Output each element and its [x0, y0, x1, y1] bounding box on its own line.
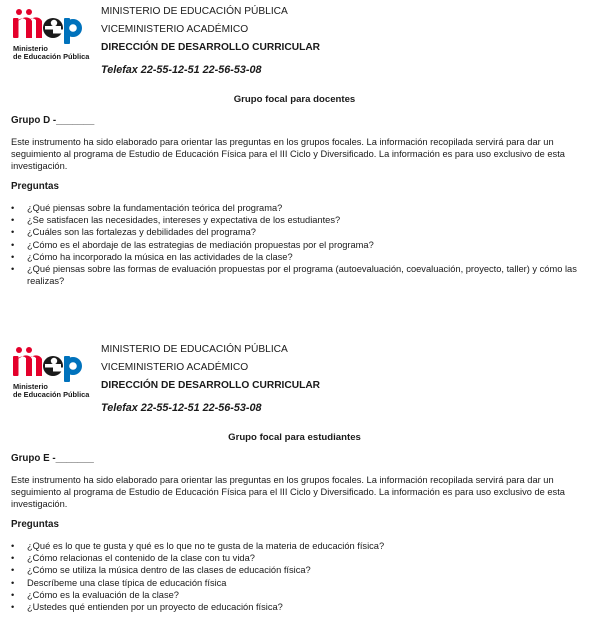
header-telefax: Telefax 22-55-12-51 22-56-53-08 [101, 64, 262, 76]
header-vice-ministry: VICEMINISTERIO ACADÉMICO [101, 362, 249, 373]
question-item: • ¿Cómo es el abordaje de las estrategias de mediación propuestas por el programa? [11, 239, 577, 251]
header-direction: DIRECCIÓN DE DESARROLLO CURRICULAR [101, 42, 321, 53]
question-item: • ¿Qué piensas sobre la fundamentación teórica del programa? [11, 202, 577, 214]
header-telefax: Telefax 22-55-12-51 22-56-53-08 [101, 402, 262, 414]
logo-subtitle-line1: Ministerio [13, 382, 48, 391]
question-item: • ¿Cómo relacionas el contenido de la clase con tu vida? [11, 552, 577, 564]
questions-list [11, 540, 577, 613]
group-label: Grupo E -_______ [11, 453, 94, 464]
mep-logo [11, 8, 90, 64]
header-vice-ministry: VICEMINISTERIO ACADÉMICO [101, 24, 249, 35]
question-item: • ¿Cómo se utiliza la música dentro de las clases de educación física? [11, 564, 577, 576]
section-title: Grupo focal para docentes [233, 94, 356, 105]
logo-subtitle [13, 45, 89, 61]
logo-subtitle [13, 383, 89, 399]
question-item: • ¿Cómo es la evaluación de la clase? [11, 589, 577, 601]
intro-paragraph: Este instrumento ha sido elaborado para orientar las preguntas en los grupos focales. La información recopilada servirá para dar un seguimiento al programa de Estudio de Educación Física para el III Ciclo y Diversificado. La información es para uso exclusivo de esta investigación. [11, 475, 565, 509]
mep-wordmark-icon [11, 8, 83, 44]
question-item: • ¿Qué es lo que te gusta y qué es lo que no te gusta de la materia de educación física? [11, 540, 577, 552]
question-item: • ¿Ustedes qué entienden por un proyecto de educación física? [11, 601, 577, 613]
header-ministry: MINISTERIO DE EDUCACIÓN PÚBLICA [101, 6, 288, 17]
mep-wordmark-icon [11, 346, 83, 382]
group-label: Grupo D -_______ [11, 115, 95, 126]
intro-paragraph: Este instrumento ha sido elaborado para orientar las preguntas en los grupos focales. La información recopilada servirá para dar un seguimiento al programa de Estudio de Educación Física para el III Ciclo y Diversificado. La información es para uso exclusivo de esta investigación. [11, 137, 565, 171]
questions-heading: Preguntas [11, 519, 59, 530]
logo-subtitle-line2: de Educación Pública [13, 390, 90, 400]
question-item: • ¿Se satisfacen las necesidades, intereses y expectativa de los estudiantes? [11, 214, 577, 226]
section-title: Grupo focal para estudiantes [228, 432, 361, 443]
questions-list [11, 202, 577, 287]
header-ministry: MINISTERIO DE EDUCACIÓN PÚBLICA [101, 344, 288, 355]
question-item: • ¿Cuáles son las fortalezas y debilidades del programa? [11, 226, 577, 238]
logo-subtitle-line1: Ministerio [13, 44, 48, 53]
question-item: • ¿Cómo ha incorporado la música en las actividades de la clase? [11, 251, 577, 263]
question-item: • ¿Qué piensas sobre las formas de evaluación propuestas por el programa (autoevaluación, coevaluación, proyecto, taller) y cómo las realizas? [11, 263, 577, 287]
questions-heading: Preguntas [11, 181, 59, 192]
mep-logo [11, 346, 90, 402]
header-direction: DIRECCIÓN DE DESARROLLO CURRICULAR [101, 380, 321, 391]
question-item: • Descríbeme una clase típica de educación física [11, 577, 577, 589]
logo-subtitle-line2: de Educación Pública [13, 52, 90, 62]
